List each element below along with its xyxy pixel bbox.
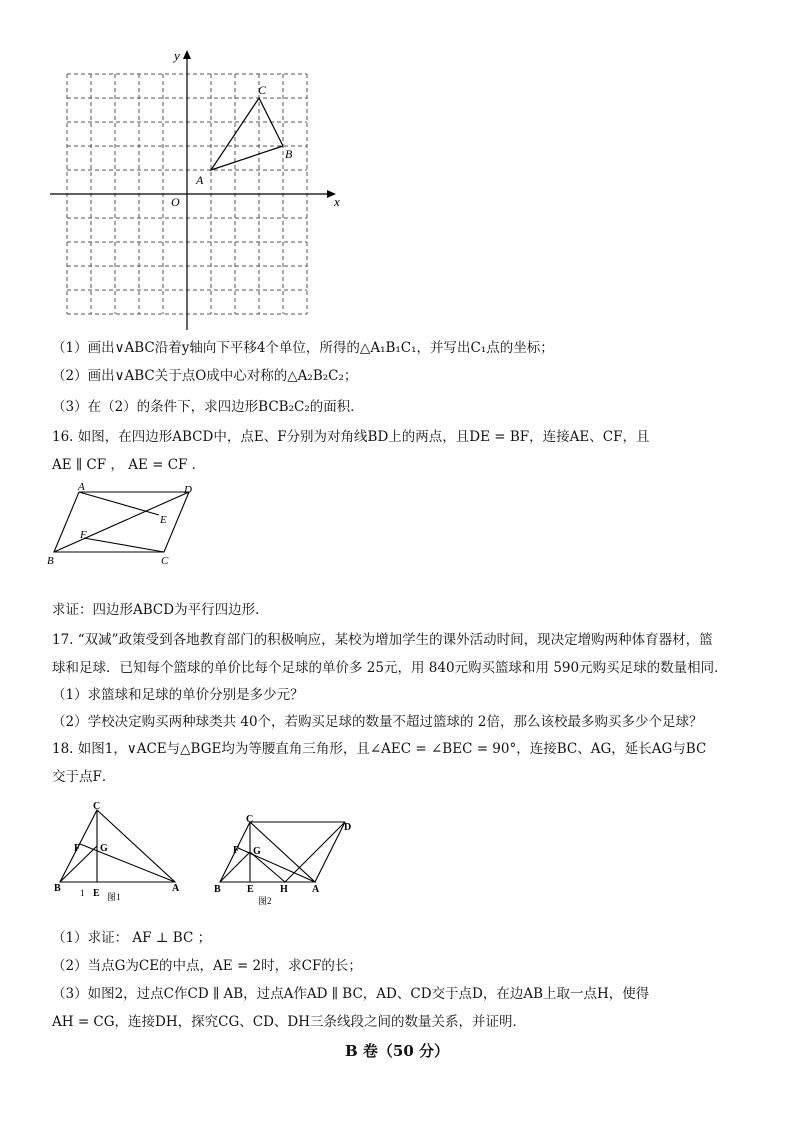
fig1-label-1: 1 xyxy=(80,888,85,898)
triangle-abc xyxy=(211,98,283,170)
q17-stem-line1: 17. “双减”政策受到各地教育部门的积极响应，某校为增加学生的课外活动时间，现决定增购两种体育器材，篮 xyxy=(52,632,713,648)
q17-stem-line2: 球和足球．已知每个篮球的单价比每个足球的单价多 25元，用 840元购买篮球和用 590元购买足球的数量相同． xyxy=(52,660,728,676)
q16-label-d: D xyxy=(184,484,192,496)
q17-part1: （1）求篮球和足球的单价分别是多少元？ xyxy=(52,687,304,703)
q18-part2: （2）当点G为CE的中点，AE = 2时，求CF的长； xyxy=(52,958,362,974)
point-b-label: B xyxy=(285,147,293,161)
fig2-label-c: C xyxy=(246,814,254,825)
q16-label-e: E xyxy=(160,514,167,526)
fig1-label-g: G xyxy=(100,843,108,854)
fig1-label-f: F xyxy=(74,843,81,854)
q18-figure-1 xyxy=(50,800,185,905)
fig2-label-b: B xyxy=(214,884,221,895)
q18-stem-line1: 18. 如图1，∨ACE与△BGE均为等腰直角三角形，且∠AEC = ∠BEC = 90°，连接BC、AG，延长AG与BC xyxy=(52,741,707,757)
q18-part3: （3）如图2，过点C作CD ∥ AB，过点A作AD ∥ BC，AD、CD交于点D，在边AB上取一点H，使得 xyxy=(52,986,650,1002)
fig2-label-d: D xyxy=(344,822,352,833)
q15-part1: （1）画出∨ABC沿着y轴向下平移4个单位，所得的△A₁B₁C₁，并写出C₁点的坐标； xyxy=(52,340,554,356)
q15-part3: （3）在（2）的条件下，求四边形BCB₂C₂的面积． xyxy=(52,399,364,415)
q16-stem-line1: 16. 如图，在四边形ABCD中，点E、F分别为对角线BD上的两点，且DE = BF，连接AE、CF，且 xyxy=(52,429,650,445)
fig2-label-e: E xyxy=(247,884,254,895)
q18-stem-line2: 交于点F． xyxy=(52,769,116,785)
q16-stem-line2: AE ∥ CF ， AE = CF ． xyxy=(52,457,206,473)
q17-part2: （2）学校决定购买两种球类共 40个，若购买足球的数量不超过篮球的 2倍，那么该校最多购买多少个足球？ xyxy=(52,714,703,730)
fig2-label-g: G xyxy=(253,846,261,857)
x-axis-label: x xyxy=(334,194,340,209)
fig1-caption: 图1 xyxy=(107,892,121,902)
fig2-caption: 图2 xyxy=(258,896,272,906)
coordinate-grid-figure xyxy=(40,40,350,335)
origin-label: O xyxy=(171,195,180,209)
q16-label-f: F xyxy=(80,529,87,541)
fig2-label-f: F xyxy=(233,845,240,856)
fig1-label-e: E xyxy=(93,888,100,899)
q16-label-c: C xyxy=(161,555,169,567)
section-heading: B 卷（50 分） xyxy=(345,1042,449,1060)
q18-part1: （1）求证： AF ⊥ BC ； xyxy=(52,930,212,946)
q16-label-b: B xyxy=(47,555,54,567)
q16-prove: 求证：四边形ABCD为平行四边形． xyxy=(52,602,269,618)
q18-part4: AH = CG，连接DH，探究CG、CD、DH三条线段之间的数量关系，并证明． xyxy=(52,1014,526,1030)
point-c-label: C xyxy=(258,83,267,97)
fig2-label-a: A xyxy=(312,884,320,895)
q15-part2: （2）画出∨ABC关于点O成中心对称的△A₂B₂C₂； xyxy=(52,368,358,384)
y-axis-arrow-icon xyxy=(183,50,191,59)
q16-label-a: A xyxy=(78,481,85,493)
q16-parallelogram-figure xyxy=(44,480,204,570)
fig1-label-a: A xyxy=(172,883,180,894)
point-a-label: A xyxy=(196,173,204,187)
fig1-label-c: C xyxy=(93,801,101,812)
fig1-label-b: B xyxy=(54,883,61,894)
fig2-label-h: H xyxy=(280,884,288,895)
y-axis-label: y xyxy=(174,48,180,63)
q18-figure-2 xyxy=(210,812,360,907)
